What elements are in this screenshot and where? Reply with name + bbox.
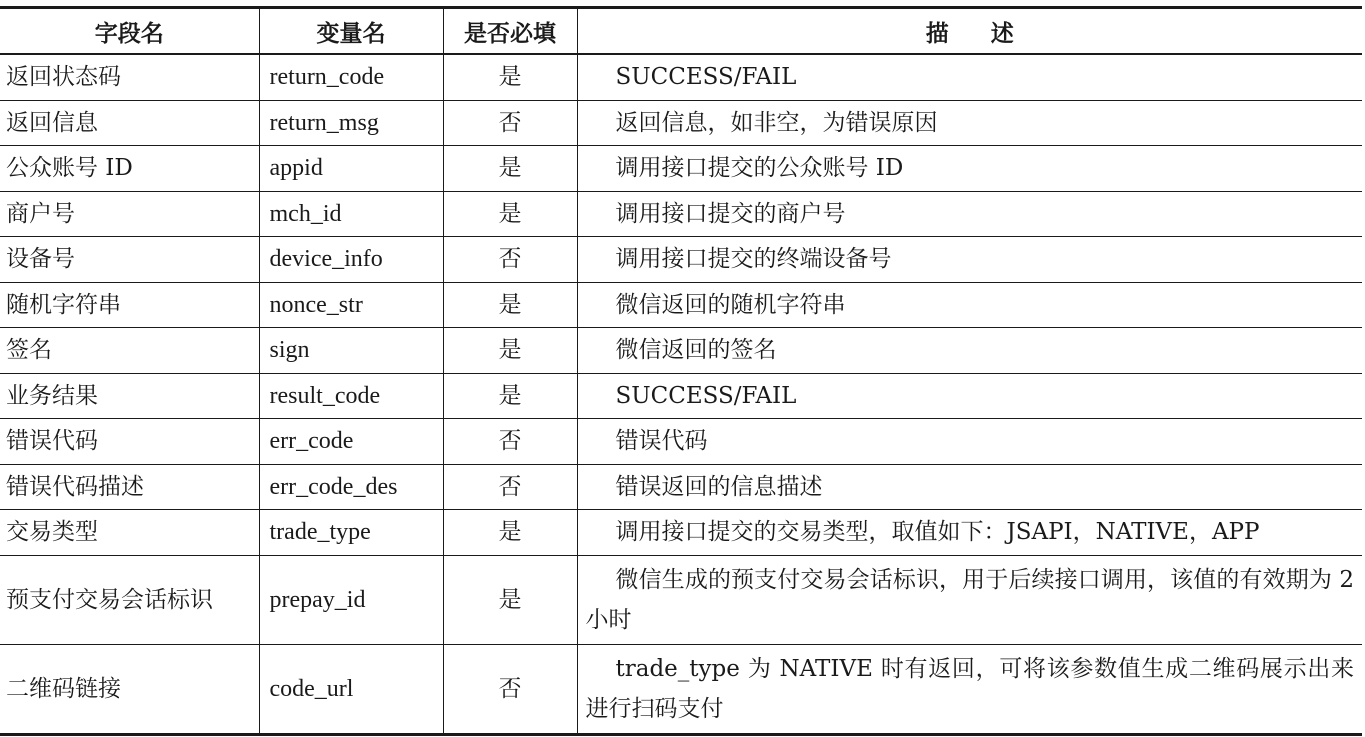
table-row [0,282,1362,328]
cell-description: 错误返回的信息描述 [577,464,1362,510]
cell-variable: prepay_id [259,555,443,644]
parameter-table-container [0,6,1362,736]
cell-variable: err_code [259,419,443,465]
header-variable: 变量名 [259,8,443,55]
cell-required: 否 [443,419,577,465]
table-row [0,191,1362,237]
table-body [0,54,1362,734]
table-row [0,373,1362,419]
cell-variable: nonce_str [259,282,443,328]
table-row [0,328,1362,374]
cell-field: 随机字符串 [0,282,259,328]
cell-field: 错误代码 [0,419,259,465]
cell-description: 调用接口提交的终端设备号 [577,237,1362,283]
cell-field: 交易类型 [0,510,259,556]
cell-required: 否 [443,464,577,510]
cell-description: 微信返回的随机字符串 [577,282,1362,328]
table-row [0,100,1362,146]
cell-description: 错误代码 [577,419,1362,465]
cell-variable: return_code [259,54,443,100]
cell-required: 否 [443,237,577,283]
cell-required: 是 [443,282,577,328]
cell-description: 微信生成的预支付交易会话标识，用于后续接口调用，该值的有效期为 2 小时 [577,555,1362,644]
cell-required: 是 [443,555,577,644]
cell-required: 是 [443,54,577,100]
cell-field: 业务结果 [0,373,259,419]
table-row [0,419,1362,465]
cell-variable: sign [259,328,443,374]
cell-field: 签名 [0,328,259,374]
cell-description: trade_type 为 NATIVE 时有返回，可将该参数值生成二维码展示出来进行扫码支付 [577,644,1362,734]
table-row [0,54,1362,100]
cell-description: 调用接口提交的公众账号 ID [577,146,1362,192]
cell-field: 商户号 [0,191,259,237]
table-row [0,237,1362,283]
cell-description: 调用接口提交的商户号 [577,191,1362,237]
table-row [0,146,1362,192]
cell-description: SUCCESS/FAIL [577,54,1362,100]
header-field: 字段名 [0,8,259,55]
cell-required: 是 [443,191,577,237]
table-row [0,464,1362,510]
cell-variable: err_code_des [259,464,443,510]
header-row [0,8,1362,55]
cell-field: 错误代码描述 [0,464,259,510]
parameter-table [0,6,1362,736]
table-header [0,8,1362,55]
cell-required: 是 [443,510,577,556]
cell-field: 返回信息 [0,100,259,146]
cell-variable: appid [259,146,443,192]
cell-field: 返回状态码 [0,54,259,100]
table-row [0,555,1362,644]
cell-description: 调用接口提交的交易类型，取值如下：JSAPI，NATIVE，APP [577,510,1362,556]
cell-required: 否 [443,100,577,146]
cell-variable: result_code [259,373,443,419]
cell-variable: device_info [259,237,443,283]
cell-variable: return_msg [259,100,443,146]
table-row [0,510,1362,556]
cell-required: 是 [443,146,577,192]
cell-variable: code_url [259,644,443,734]
cell-variable: trade_type [259,510,443,556]
cell-required: 是 [443,373,577,419]
cell-field: 二维码链接 [0,644,259,734]
cell-field: 设备号 [0,237,259,283]
cell-field: 预支付交易会话标识 [0,555,259,644]
cell-description: 微信返回的签名 [577,328,1362,374]
cell-required: 否 [443,644,577,734]
table-row [0,644,1362,734]
header-required: 是否必填 [443,8,577,55]
header-description: 描述 [577,8,1362,55]
cell-field: 公众账号 ID [0,146,259,192]
cell-description: 返回信息，如非空，为错误原因 [577,100,1362,146]
cell-required: 是 [443,328,577,374]
cell-variable: mch_id [259,191,443,237]
cell-description: SUCCESS/FAIL [577,373,1362,419]
